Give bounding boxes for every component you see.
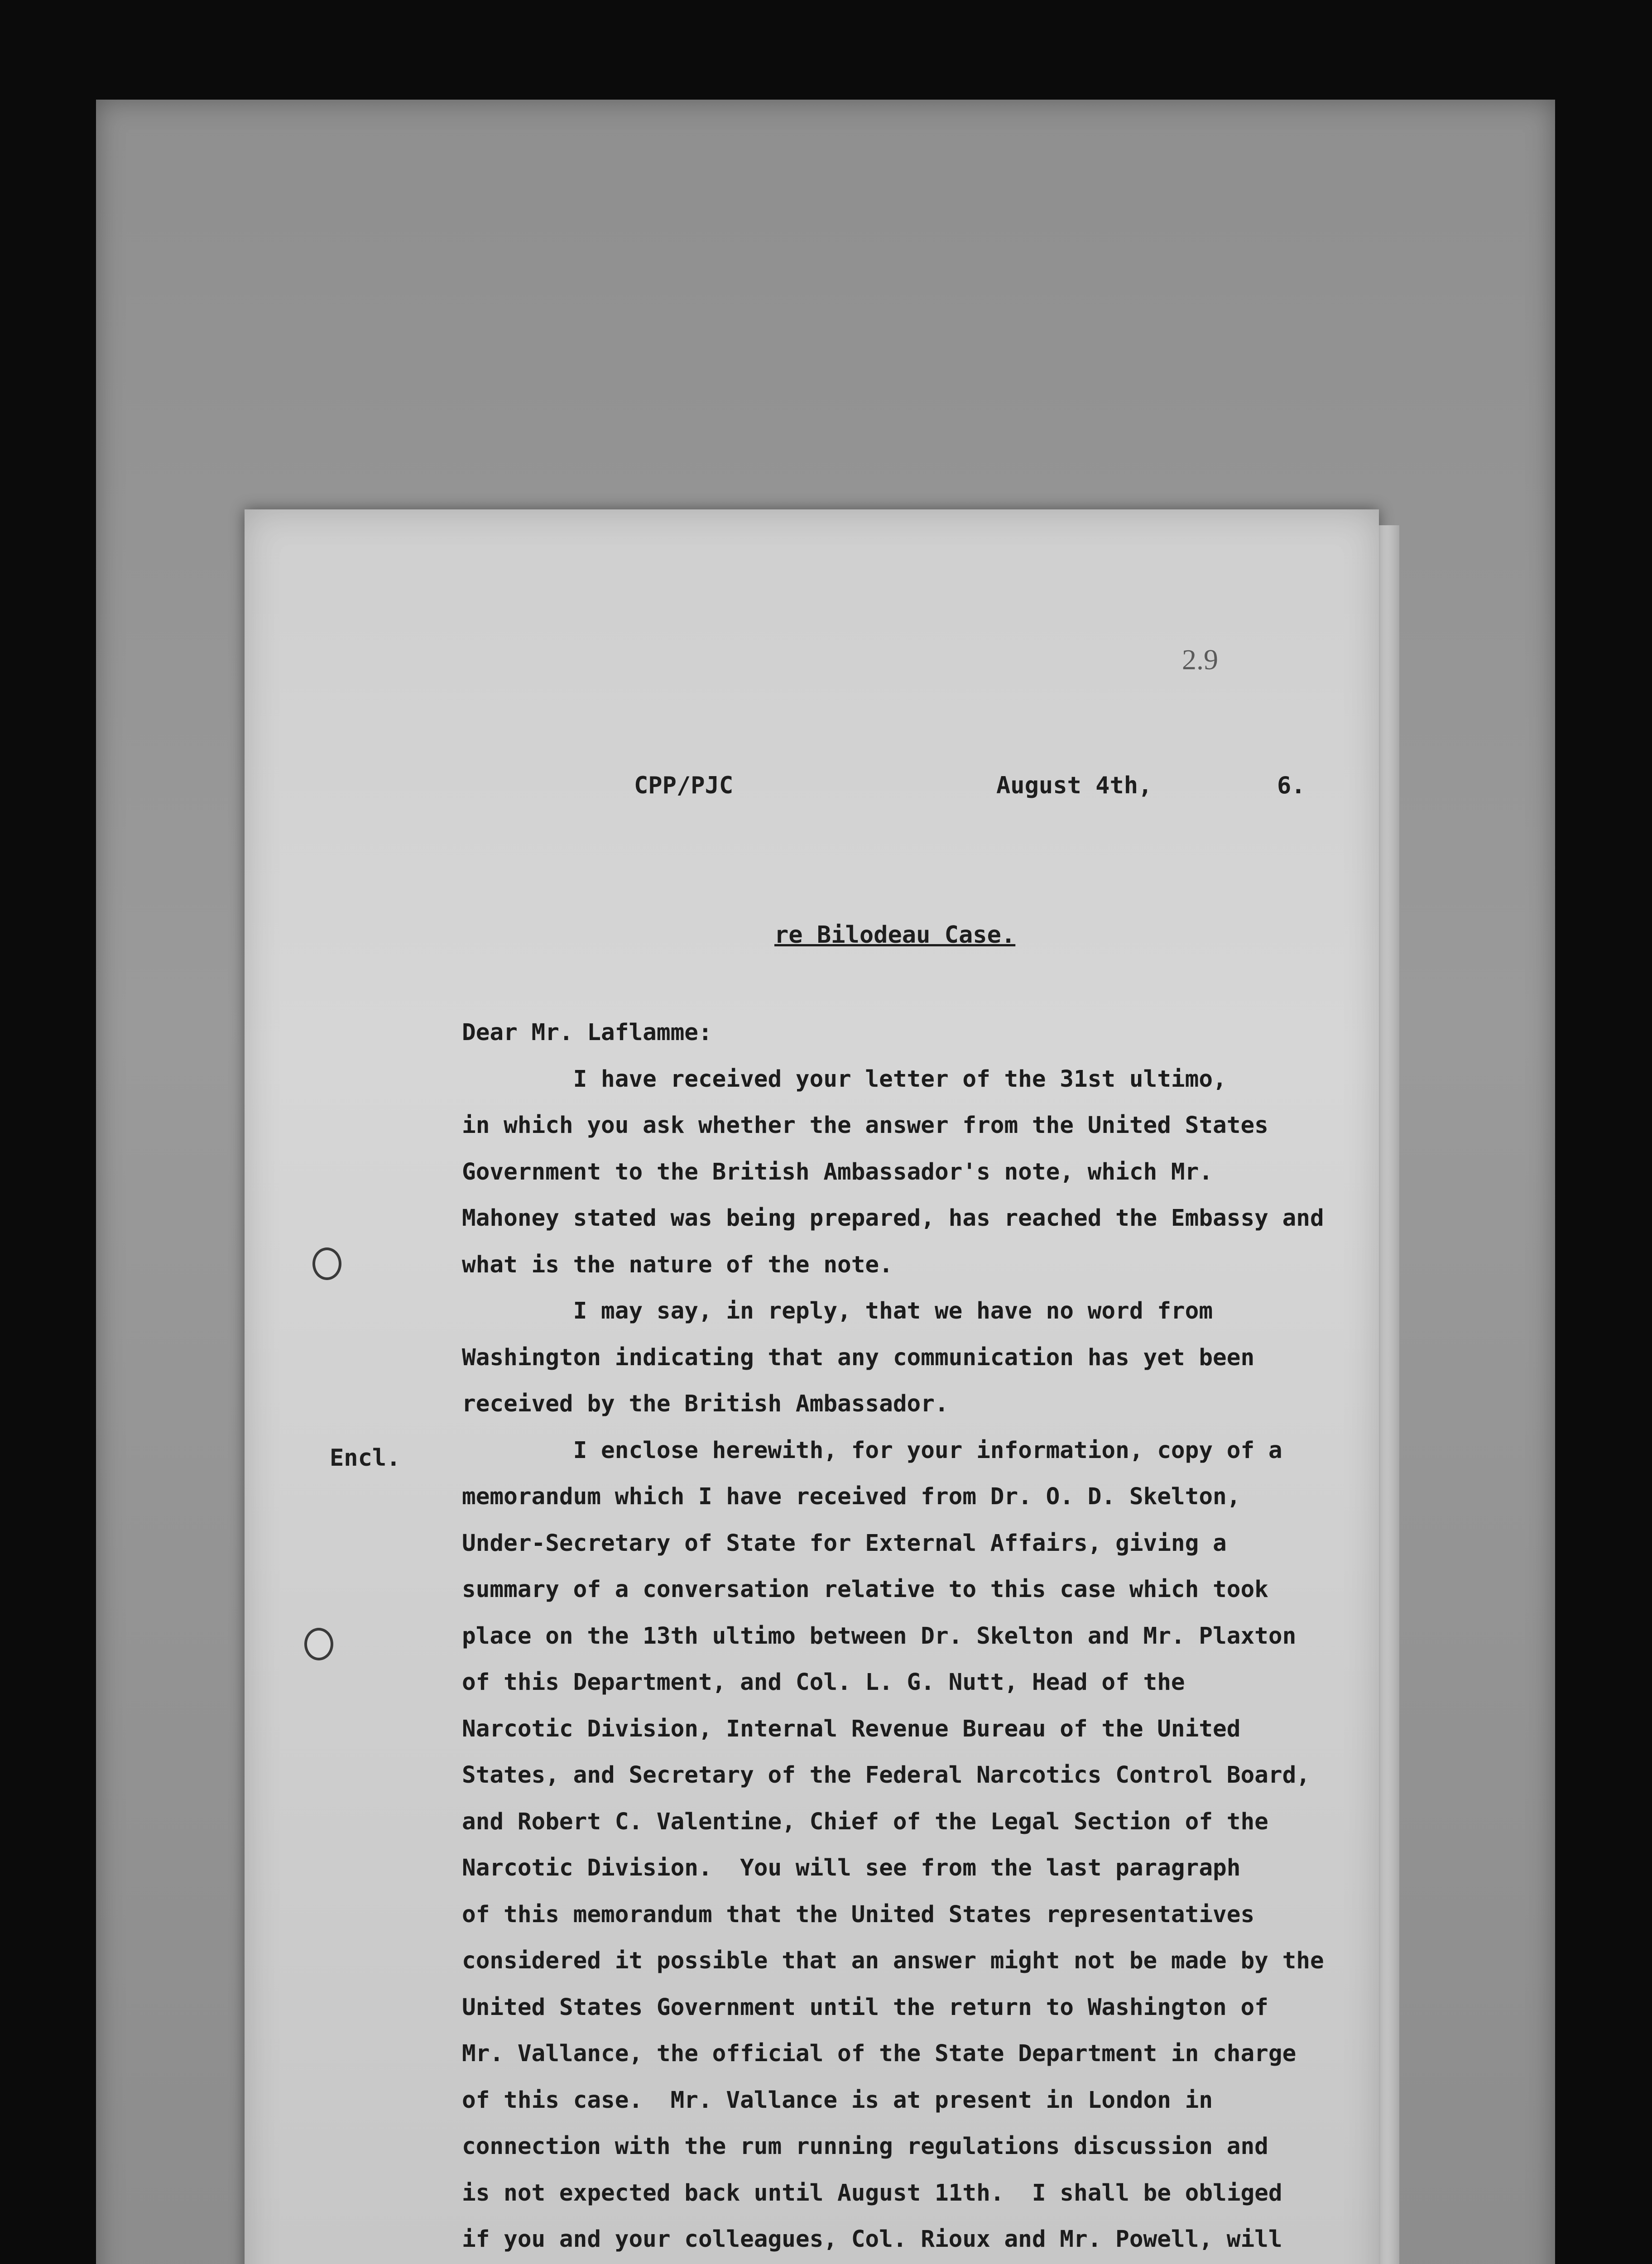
reference-initials: CPP/PJC (634, 772, 734, 799)
body-line: I enclose herewith, for your information, copy of a (462, 1437, 1282, 1464)
body-line: summary of a conversation relative to this case which took (462, 1576, 1268, 1603)
body-line: received by the British Ambassador. (462, 1391, 949, 1417)
enclosure-note: Encl. (330, 1444, 401, 1472)
body-line: United States Government until the return to Washington of (462, 1994, 1268, 2021)
letter-body (462, 1010, 1368, 2263)
letter-subject: re Bilodeau Case. (774, 921, 1016, 949)
body-line: Narcotic Division. You will see from the last paragraph (462, 1855, 1241, 1881)
body-line: of this case. Mr. Vallance is at present in London in (462, 2087, 1213, 2114)
body-line: considered it possible that an answer might not be made by the (462, 1947, 1324, 1974)
body-line: in which you ask whether the answer from the United States (462, 1112, 1268, 1139)
body-line: if you and your colleagues, Col. Rioux and Mr. Powell, will (462, 2226, 1282, 2253)
body-line: of this memorandum that the United States representatives (462, 1901, 1255, 1928)
body-line: connection with the rum running regulations discussion and (462, 2133, 1268, 2160)
body-line: and Robert C. Valentine, Chief of the Legal Section of the (462, 1808, 1268, 1835)
body-line: place on the 13th ultimo between Dr. Skelton and Mr. Plaxton (462, 1622, 1297, 1650)
date-suffix: 6. (1277, 772, 1306, 799)
body-line: Mahoney stated was being prepared, has reached the Embassy and (462, 1205, 1324, 1232)
punch-hole-bottom (304, 1628, 333, 1660)
body-line: States, and Secretary of the Federal Narcotics Control Board, (462, 1762, 1310, 1789)
body-line: is not expected back until August 11th. I shall be obliged (462, 2179, 1282, 2206)
body-line: Under-Secretary of State for External Affairs, giving a (462, 1530, 1227, 1557)
body-line: I have received your letter of the 31st ultimo, (462, 1065, 1227, 1093)
page-number: 2.9 (1182, 643, 1218, 676)
salutation: Dear Mr. Laflamme: (462, 1019, 712, 1046)
body-line: Government to the British Ambassador's note, which Mr. (462, 1158, 1213, 1185)
body-line: of this Department, and Col. L. G. Nutt, Head of the (462, 1669, 1185, 1696)
body-line: Mr. Vallance, the official of the State Department in charge (462, 2040, 1297, 2067)
body-line: what is the nature of the note. (462, 1251, 893, 1278)
body-line: memorandum which I have received from Dr. O. D. Skelton, (462, 1483, 1241, 1510)
body-line: Washington indicating that any communication has yet been (462, 1344, 1255, 1371)
letter-date: August 4th, (996, 772, 1153, 799)
body-line: Narcotic Division, Internal Revenue Bureau of the United (462, 1715, 1241, 1742)
body-line: I may say, in reply, that we have no word from (462, 1298, 1213, 1324)
punch-hole-top (312, 1247, 341, 1280)
